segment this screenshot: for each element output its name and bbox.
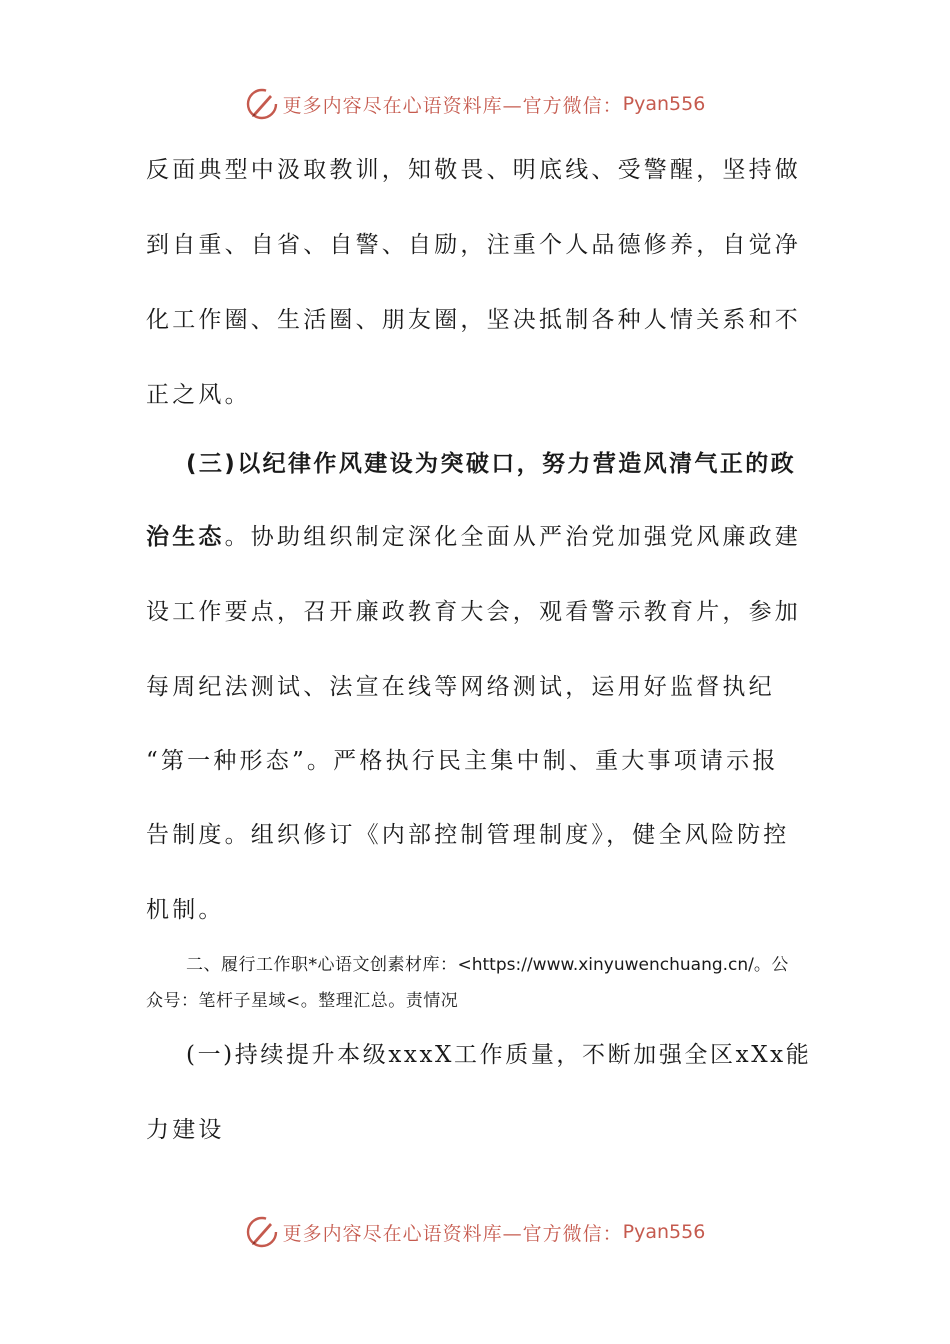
- subsection-heading-1: (一)持续提升本级xxxX工作质量，不断加强全区xXx能: [186, 1042, 812, 1068]
- banner-wechat-id: Pyan556: [622, 1221, 706, 1243]
- pen-logo-icon: [245, 1215, 279, 1249]
- section-2-suffix: 。公: [753, 955, 789, 975]
- body-line: 反面典型中汲取教训，知敬畏、明底线、受警醒，坚持做: [146, 157, 801, 183]
- heading-continuation: 治生态: [146, 524, 225, 550]
- body-line: 到自重、自省、自警、自励，注重个人品德修养，自觉净: [146, 232, 801, 258]
- body-line: 告制度。组织修订《内部控制管理制度》，健全风险防控: [146, 822, 790, 848]
- body-line: 正之风。: [146, 382, 251, 408]
- header-watermark-banner: [0, 84, 950, 124]
- section-2-line-2: 众号：笔杆子星域<。整理汇总。责情况: [146, 991, 459, 1011]
- body-line: [146, 522, 801, 552]
- body-line: 设工作要点，召开廉政教育大会，观看警示教育片，参加: [146, 599, 801, 625]
- section-heading-3: (三)以纪律作风建设为突破口，努力营造风清气正的政: [186, 451, 797, 477]
- banner-text: 更多内容尽在心语资料库—官方微信：: [282, 94, 623, 117]
- body-line: 力建设: [146, 1117, 225, 1143]
- body-line: “第一种形态”。严格执行民主集中制、重大事项请示报: [146, 748, 779, 774]
- banner-text: 更多内容尽在心语资料库—官方微信：: [282, 1222, 623, 1245]
- footer-watermark-banner: [0, 1212, 950, 1252]
- body-text: 。协助组织制定深化全面从严治党加强党风廉政建: [224, 524, 802, 550]
- banner-wechat-id: Pyan556: [622, 93, 706, 115]
- section-2-line-1: [186, 953, 789, 977]
- pen-logo-icon: [245, 87, 279, 121]
- body-line: 每周纪法测试、法宣在线等网络测试，运用好监督执纪: [146, 674, 775, 700]
- source-url: <https://www.xinyuwenchuang.cn/: [457, 955, 754, 975]
- body-line: 化工作圈、生活圈、朋友圈，坚决抵制各种人情关系和不: [146, 307, 801, 333]
- section-2-prefix: 二、履行工作职*心语文创素材库：: [186, 955, 458, 975]
- body-line: 机制。: [146, 897, 225, 923]
